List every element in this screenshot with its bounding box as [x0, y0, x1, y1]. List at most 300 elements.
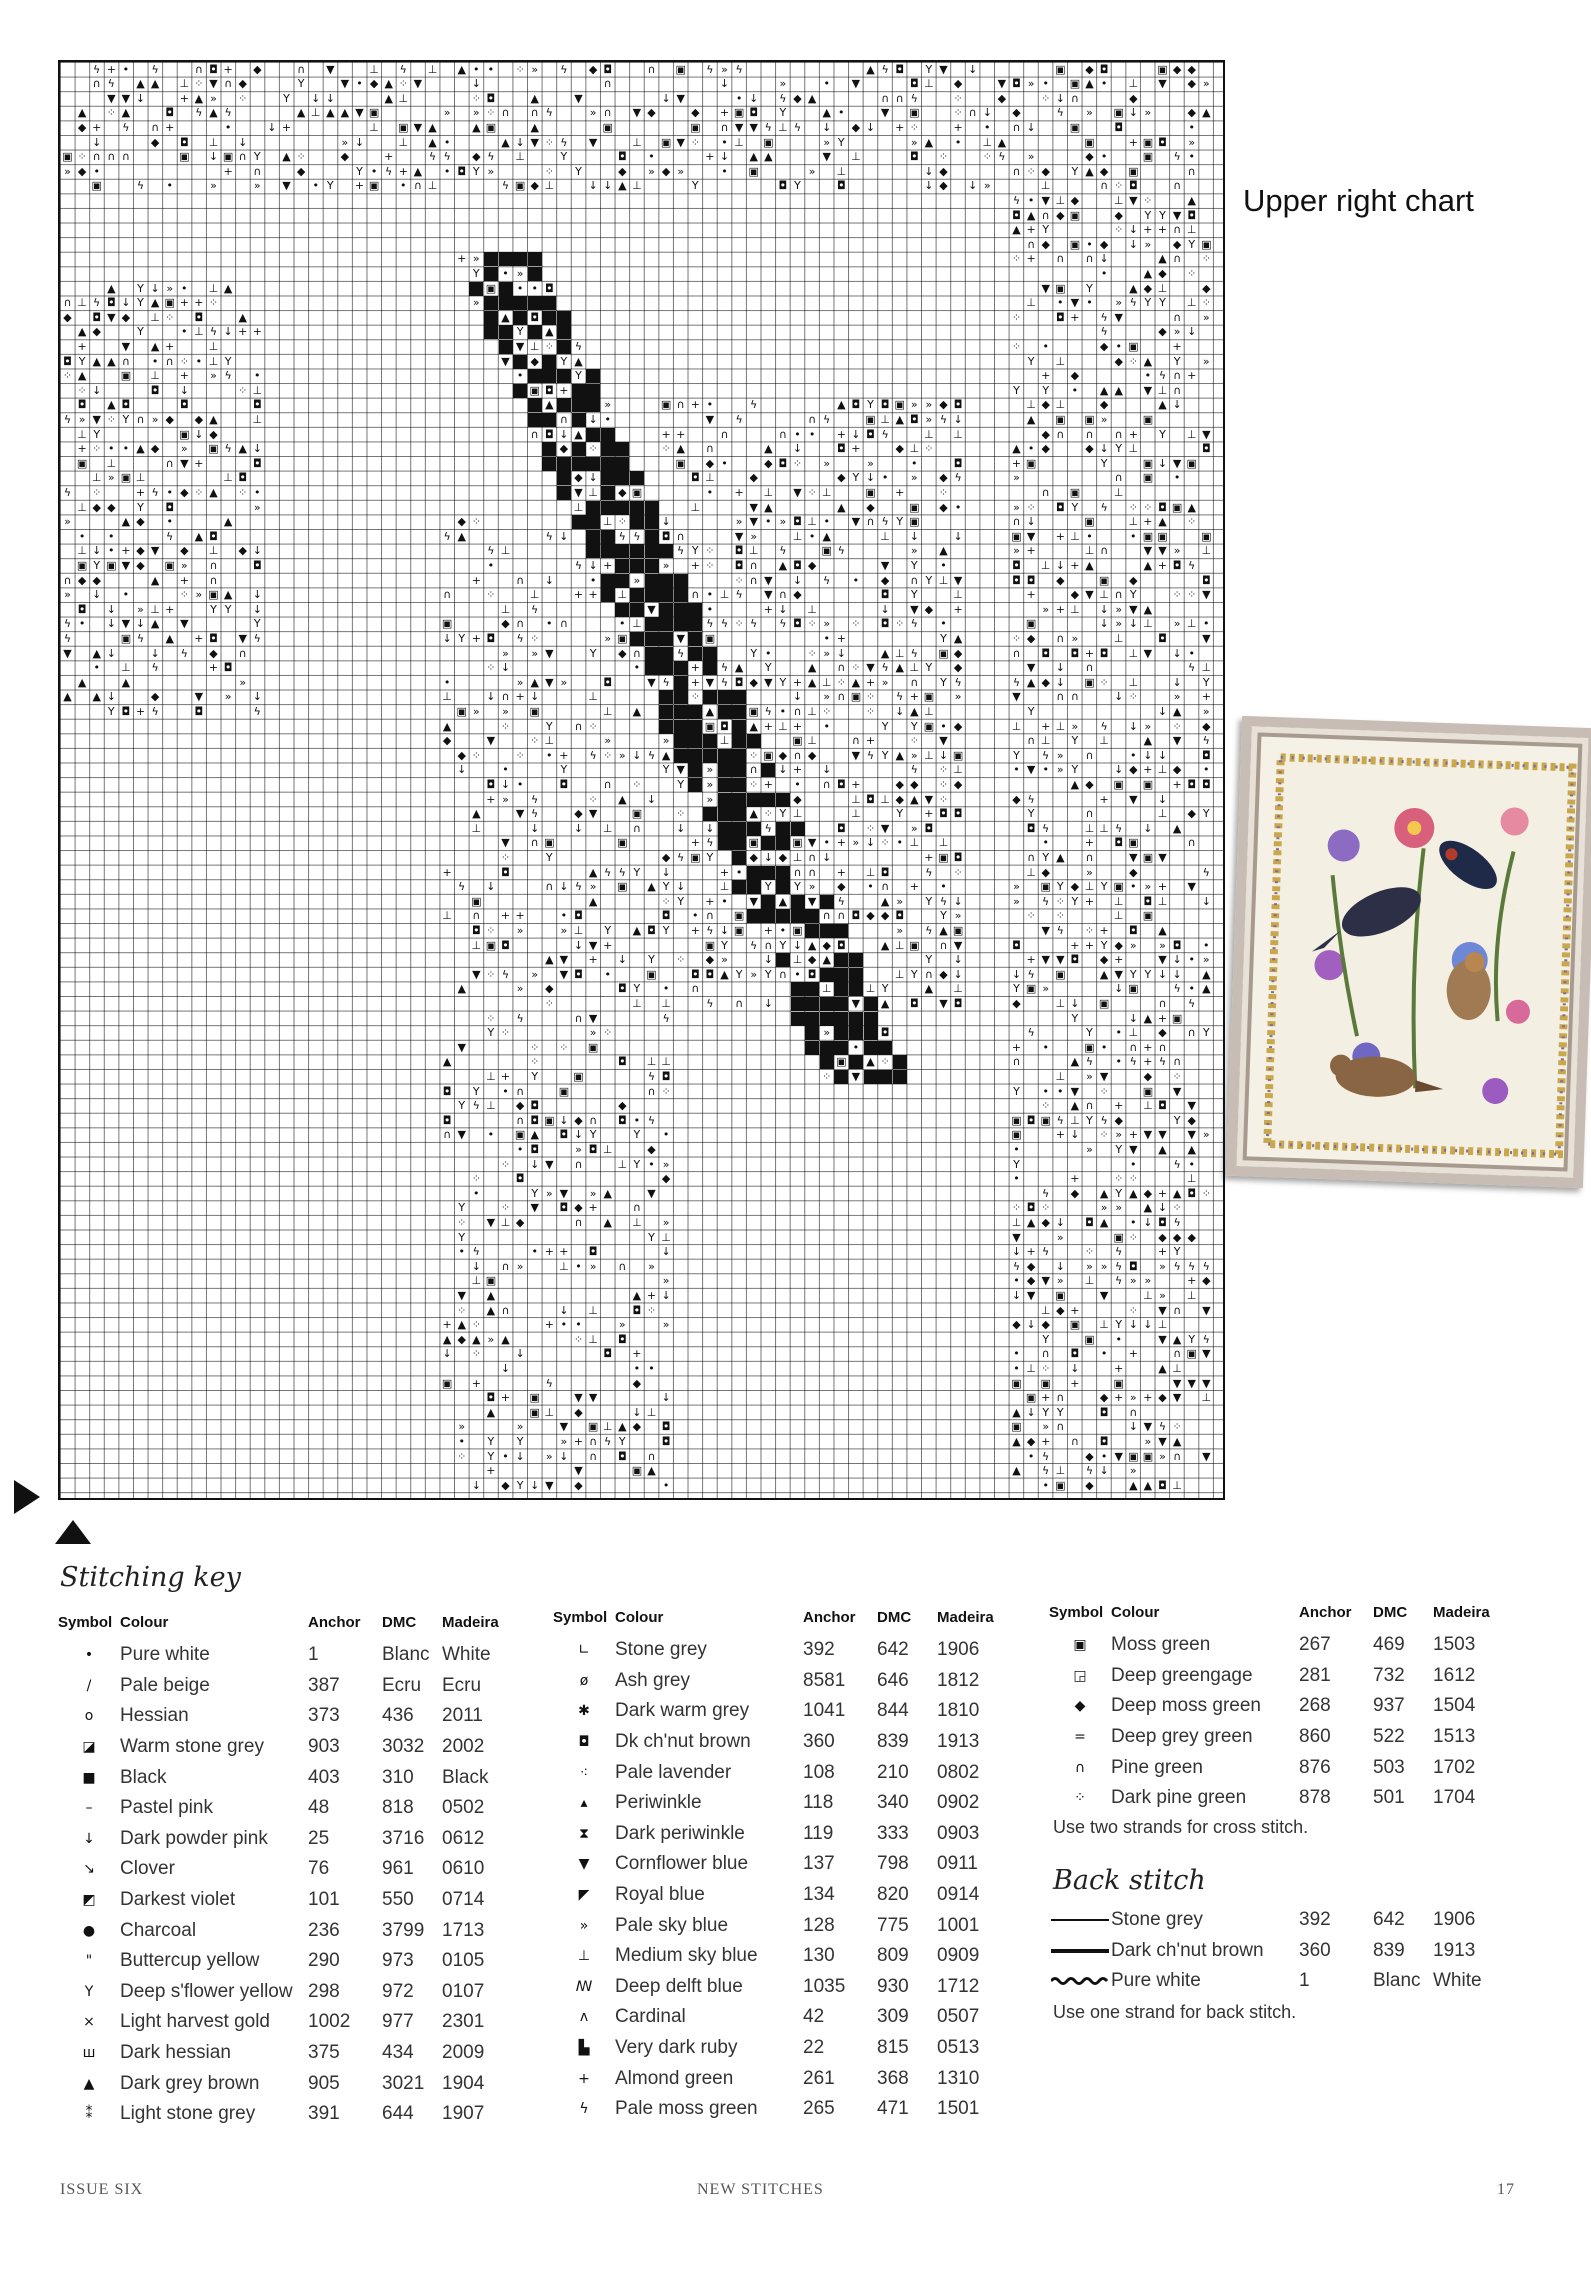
stitch-symbol-cell: ◘ — [909, 77, 919, 91]
stitch-symbol-cell: ▲ — [822, 529, 831, 543]
madeira-number: 1913 — [937, 1731, 980, 1753]
stitch-symbol-cell: ◆ — [209, 427, 218, 441]
stitch-symbol-cell: ◆ — [1187, 1113, 1196, 1127]
stitch-symbol-cell: ↓ — [486, 690, 496, 704]
stitch-symbol-cell: ◆ — [1041, 398, 1050, 412]
stitch-symbol-cell: • — [122, 588, 130, 602]
madeira-number: 0502 — [442, 1797, 485, 1819]
stitch-symbol-cell: Y — [852, 471, 860, 485]
stitch-symbol-cell: + — [588, 588, 598, 602]
stitch-symbol-cell: ◘ — [1026, 821, 1036, 835]
centre-row-arrow-icon — [14, 1480, 40, 1514]
stitch-symbol-cell: ▣ — [1011, 1420, 1022, 1434]
stitch-symbol-cell: » — [502, 704, 509, 718]
stitch-symbol-cell: ϟ — [735, 588, 743, 602]
stitch-symbol-cell: ▣ — [1157, 62, 1168, 76]
stitch-symbol-cell: » — [443, 106, 451, 120]
stitch-symbol-cell: » — [166, 281, 174, 295]
stitch-symbol-cell: • — [400, 179, 407, 193]
colour-name: Deep grey green — [1111, 1726, 1253, 1748]
stitch-symbol-cell: ◘ — [1158, 500, 1167, 514]
stitch-symbol-cell: ▲ — [1070, 777, 1080, 791]
stitch-symbol-cell: ↓ — [1128, 719, 1138, 733]
stitch-symbol-cell: + — [661, 427, 671, 441]
stitch-symbol-cell: ◆ — [837, 880, 846, 894]
stitch-symbol-cell: ↓ — [267, 120, 277, 134]
dmc-number: 973 — [382, 1950, 414, 1972]
stitch-symbol-cell: ↓ — [1128, 1318, 1138, 1332]
stitch-symbol-cell: ⊥ — [208, 544, 219, 558]
stitch-symbol-cell: ◘ — [953, 996, 963, 1010]
stitch-symbol-cell: » — [560, 675, 568, 689]
stitch-symbol-cell: ◘ — [209, 631, 218, 645]
stitch-symbol-cell: ∩ — [1100, 544, 1109, 558]
stitch-symbol-cell: ϟ — [764, 704, 772, 718]
stitch-symbol-cell: ∩ — [1173, 1347, 1182, 1361]
stitch-symbol-cell: ▣ — [1157, 529, 1168, 543]
black-stitch-cell — [732, 705, 746, 719]
stitch-symbol-cell: ⊥ — [924, 748, 934, 762]
stitch-symbol-cell: » — [867, 456, 874, 470]
stitch-symbol-cell: ▼ — [1187, 1128, 1196, 1142]
black-stitch-cell — [528, 296, 542, 310]
anchor-number: 1041 — [803, 1700, 846, 1722]
anchor-number: 403 — [308, 1766, 340, 1788]
stitch-symbol-cell: ◘ — [617, 1113, 627, 1127]
stitch-symbol-cell: ↓ — [1172, 675, 1182, 689]
stitch-symbol-cell: ◆ — [1041, 865, 1050, 879]
stitch-symbol-cell: ▲ — [1172, 1434, 1182, 1448]
stitch-symbol-cell: ▣ — [894, 398, 905, 412]
stitch-symbol-cell: • — [604, 412, 611, 426]
stitch-symbol-cell: » — [662, 734, 670, 748]
stitch-symbol-cell: ⊥ — [1084, 544, 1095, 558]
down-arrow-icon: ↓ — [83, 1830, 95, 1847]
stitch-symbol-cell: • — [78, 529, 86, 543]
stitch-symbol-cell: ↓ — [559, 1303, 569, 1317]
dmc-number: 839 — [1373, 1939, 1405, 1961]
stitch-symbol-cell: ⊥ — [617, 588, 628, 602]
stitch-symbol-cell: ⁘ — [1114, 223, 1124, 237]
stitch-symbol-cell: ↓ — [515, 135, 525, 149]
black-stitch-cell — [834, 997, 848, 1011]
stitch-symbol-cell: ⊥ — [792, 529, 803, 543]
stitch-symbol-cell: + — [734, 485, 744, 499]
stitch-symbol-cell: • — [516, 1142, 524, 1156]
stitch-symbol-cell: + — [544, 1318, 554, 1332]
stitch-symbol-cell: ◆ — [515, 1099, 525, 1113]
stitch-symbol-cell: Y — [910, 719, 918, 733]
stitch-symbol-cell: ◆ — [1099, 398, 1109, 412]
stitch-symbol-cell: » — [1129, 938, 1137, 952]
stitch-symbol-cell: ⊥ — [1186, 1288, 1197, 1302]
black-stitch-cell — [718, 793, 732, 807]
stitch-symbol-cell: ↓ — [792, 938, 803, 952]
stitch-symbol-cell: ◘ — [793, 515, 802, 529]
dotted-square-icon: ▣ — [1073, 1637, 1087, 1654]
black-stitch-cell — [688, 617, 702, 631]
black-stitch-cell — [572, 457, 586, 471]
stitch-symbol-cell: ◆ — [77, 164, 87, 178]
stitch-symbol-cell: » — [808, 164, 816, 178]
stitch-symbol-cell: ▲ — [442, 1055, 452, 1069]
stitch-symbol-cell: ▣ — [1084, 1332, 1095, 1346]
stitch-symbol-cell: ⁘ — [486, 661, 496, 675]
stitch-symbol-cell: ⊥ — [529, 339, 540, 353]
stitch-symbol-cell: ◘ — [953, 398, 963, 412]
stitch-symbol-cell: ▲ — [384, 77, 393, 91]
stitch-symbol-cell: ϟ — [881, 661, 889, 675]
stitch-symbol-cell: ▼ — [559, 1186, 569, 1200]
dmc-number: 809 — [877, 1945, 909, 1967]
stitch-symbol-cell: ↓ — [588, 471, 598, 485]
stitch-symbol-cell: » — [137, 602, 144, 616]
stitch-symbol-cell: ↓ — [325, 91, 335, 105]
stitch-symbol-cell: » — [1159, 1288, 1166, 1302]
black-stitch-cell — [601, 428, 615, 442]
stitch-symbol-cell: ϟ — [560, 62, 568, 76]
black-stitch-cell — [747, 734, 761, 748]
stitch-symbol-cell: + — [763, 719, 773, 733]
line-icon — [1049, 1905, 1111, 1936]
stitch-symbol-cell: ▲ — [939, 544, 948, 558]
stitch-symbol-cell: ⊥ — [1055, 1464, 1066, 1478]
stitch-symbol-cell: ▲ — [501, 310, 510, 324]
stitch-symbol-cell: ϟ — [1173, 1259, 1181, 1273]
stitch-symbol-cell: ⊥ — [1040, 179, 1051, 193]
stitch-symbol-cell: Y — [487, 1026, 495, 1040]
stitch-symbol-cell: ▼ — [1158, 1332, 1167, 1346]
black-stitch-cell — [601, 530, 615, 544]
stitch-symbol-cell: ↓ — [1011, 1288, 1022, 1302]
stitch-symbol-cell: ▲ — [457, 62, 466, 76]
stitch-symbol-cell: + — [1157, 1245, 1168, 1259]
stitch-symbol-cell: ◘ — [209, 62, 218, 76]
stitch-symbol-cell: Y — [137, 281, 144, 295]
stitch-symbol-cell: ↓ — [1099, 602, 1109, 616]
stitch-symbol-cell: ▲ — [92, 690, 101, 704]
stitch-symbol-cell: ▣ — [1142, 1449, 1154, 1463]
stitch-symbol-cell: ◆ — [340, 150, 350, 164]
stitch-symbol-cell: Y — [531, 1186, 539, 1200]
stitch-symbol-cell: ϟ — [1115, 1274, 1123, 1288]
stitch-symbol-cell: ∩ — [676, 529, 685, 543]
stitch-symbol-cell: » — [180, 558, 188, 572]
stitch-symbol-cell: ◘ — [501, 865, 510, 879]
madeira-number: 0911 — [937, 1853, 978, 1875]
anchor-number: 860 — [1299, 1726, 1331, 1748]
dmc-number: 844 — [877, 1700, 909, 1722]
stitch-symbol-cell: ϟ — [1100, 1113, 1108, 1127]
stitch-symbol-cell: • — [735, 865, 743, 879]
stitch-symbol-cell: ↓ — [1157, 1201, 1168, 1215]
stitch-symbol-cell: ϟ — [1173, 1157, 1181, 1171]
stitch-symbol-cell: ◆ — [661, 850, 671, 864]
stitch-symbol-cell: ∩ — [603, 77, 612, 91]
stitch-symbol-cell: ⊥ — [544, 734, 555, 748]
stitch-symbol-cell: ◘ — [1201, 748, 1211, 762]
stitch-symbol-cell: ◘ — [924, 821, 934, 835]
stitch-symbol-cell: » — [1013, 500, 1020, 514]
stitch-symbol-cell: ▲ — [822, 106, 831, 120]
stitch-symbol-cell: » — [341, 135, 349, 149]
stitch-symbol-cell: ↓ — [1114, 690, 1124, 704]
stitch-symbol-cell: ▲ — [1026, 208, 1036, 222]
stitch-symbol-cell: ⊥ — [1157, 1318, 1168, 1332]
stitch-symbol-cell: » — [983, 179, 991, 193]
stitch-symbol-cell: ↓ — [530, 1157, 540, 1171]
stitch-symbol-cell: ↓ — [92, 383, 102, 397]
anchor-number: 281 — [1299, 1664, 1331, 1686]
stitch-symbol-cell: ◆ — [939, 398, 948, 412]
stitch-symbol-cell: ◘ — [486, 777, 496, 791]
black-stitch-cell — [732, 763, 746, 777]
stitch-symbol-cell: » — [472, 106, 480, 120]
madeira-number: 1713 — [442, 1919, 485, 1941]
stitch-symbol-cell: ↓ — [92, 588, 102, 602]
stitch-symbol-cell: ⊥ — [471, 1274, 482, 1288]
stitch-symbol-cell: ▼ — [530, 135, 539, 149]
stitch-symbol-cell: ▲ — [1143, 1201, 1153, 1215]
stitch-symbol-cell: ◆ — [457, 748, 466, 762]
anchor-number: 236 — [308, 1919, 340, 1941]
stitch-symbol-cell: » — [1086, 1259, 1093, 1273]
stitch-symbol-cell: ∩ — [822, 777, 831, 791]
zigzag-icon: ϟ — [579, 2101, 589, 2118]
stitch-symbol-cell: ◆ — [632, 1420, 642, 1434]
stitch-symbol-cell: ▲ — [413, 164, 423, 178]
stitch-symbol-cell: ▼ — [647, 602, 656, 616]
stitch-symbol-cell: ▲ — [92, 354, 101, 368]
stitch-symbol-cell: ◘ — [165, 500, 175, 514]
stitch-symbol-cell: ϟ — [224, 369, 232, 383]
stitch-symbol-cell: ▼ — [121, 91, 131, 105]
stitch-symbol-cell: ◘ — [1012, 558, 1021, 572]
stitch-symbol-cell: ◘ — [749, 106, 759, 120]
stitch-symbol-cell: ◘ — [909, 150, 919, 164]
stitch-symbol-cell: ▼ — [1129, 602, 1138, 616]
stitch-symbol-cell: ▣ — [1011, 1376, 1022, 1390]
stitch-symbol-cell: Y — [1042, 1405, 1050, 1419]
stitch-symbol-cell: ⁘ — [807, 485, 817, 499]
stitch-symbol-cell: ⊥ — [1143, 1099, 1153, 1113]
stitch-symbol-cell: + — [1157, 558, 1168, 572]
black-stitch-cell — [586, 501, 600, 515]
stitch-symbol-cell: ▲ — [530, 120, 539, 134]
stitch-symbol-cell: ◘ — [661, 1420, 671, 1434]
stitch-symbol-cell: ↓ — [1143, 821, 1153, 835]
stitch-symbol-cell: ⊥ — [1201, 661, 1212, 675]
stitch-symbol-cell: Y — [1086, 1026, 1093, 1040]
stitch-symbol-cell: ◘ — [544, 427, 554, 441]
stitch-symbol-cell: ◘ — [734, 558, 744, 572]
stitch-symbol-cell: ↓ — [559, 529, 569, 543]
black-stitch-cell — [718, 749, 732, 763]
anchor-number: 22 — [803, 2037, 825, 2059]
stitch-symbol-cell: ϟ — [1158, 1055, 1167, 1069]
black-stitch-cell — [878, 1070, 892, 1084]
stitch-symbol-cell: » — [1100, 412, 1108, 426]
stitch-symbol-cell: ∩ — [808, 850, 817, 864]
stitch-symbol-cell: ⁘ — [1128, 500, 1138, 514]
stitch-symbol-cell: ↓ — [1026, 1405, 1036, 1419]
stitch-symbol-cell: ↓ — [500, 661, 511, 675]
key-row — [58, 2038, 499, 2069]
stitch-symbol-cell: ▲ — [457, 982, 466, 996]
stitch-symbol-cell: ↓ — [573, 1128, 584, 1142]
stitch-symbol-cell: ◆ — [1056, 208, 1065, 222]
stitch-symbol-cell: ϟ — [1115, 821, 1123, 835]
stitch-symbol-cell: ▼ — [676, 135, 685, 149]
stitch-symbol-cell: • — [1042, 1084, 1049, 1098]
black-stitch-cell — [747, 866, 761, 880]
stitch-symbol-cell: + — [179, 296, 189, 310]
stitch-symbol-cell: ↓ — [778, 763, 788, 777]
stitch-symbol-cell: ∩ — [822, 909, 831, 923]
stitch-symbol-cell: + — [865, 734, 876, 748]
stitch-symbol-cell: ϟ — [531, 792, 539, 806]
stitch-symbol-cell: ⊥ — [1157, 807, 1168, 821]
stitch-symbol-cell: ↓ — [661, 1288, 671, 1302]
stitch-symbol-cell: ∩ — [881, 880, 890, 894]
stitch-symbol-cell: Y — [1173, 1245, 1181, 1259]
stitch-symbol-cell: ↓ — [1128, 223, 1138, 237]
s-mark-icon: ꟿ — [575, 1978, 593, 1995]
stitch-symbol-cell: ▣ — [646, 967, 657, 981]
stitch-symbol-cell: ↓ — [822, 850, 832, 864]
stitch-symbol-cell: ▣ — [1084, 515, 1095, 529]
stitch-symbol-cell: ⁘ — [632, 777, 642, 791]
colour-name: Pale sky blue — [615, 1914, 729, 1936]
stitch-symbol-cell: ▣ — [62, 150, 73, 164]
stitch-symbol-cell: ◘ — [939, 807, 948, 821]
stitch-symbol-cell: Y — [1071, 734, 1079, 748]
stitch-symbol-cell: + — [573, 588, 584, 602]
stitch-symbol-cell: ϟ — [1042, 894, 1050, 908]
stitch-symbol-cell: » — [1042, 982, 1050, 996]
stitch-symbol-cell: ◘ — [895, 62, 905, 76]
stitch-symbol-cell: ▲ — [1099, 383, 1109, 397]
stitch-symbol-cell: ϟ — [910, 763, 918, 777]
stitch-symbol-cell: » — [1086, 106, 1093, 120]
stitch-symbol-cell: ◘ — [705, 967, 715, 981]
stitch-symbol-cell: ▲ — [647, 880, 656, 894]
stitch-symbol-cell: ↓ — [632, 1405, 642, 1419]
stitch-symbol-cell: ▼ — [793, 485, 802, 499]
stitch-symbol-cell: ↓ — [1099, 252, 1109, 266]
stitch-symbol-cell: • — [458, 1245, 465, 1259]
stitch-symbol-cell: ∩ — [705, 442, 714, 456]
stitch-symbol-cell: ↓ — [719, 77, 730, 91]
stitch-symbol-cell: ◘ — [1201, 777, 1211, 791]
stitch-symbol-cell: Y — [662, 763, 670, 777]
stitch-symbol-cell: ◘ — [778, 179, 788, 193]
stitch-symbol-cell: ▣ — [208, 588, 219, 602]
stitch-symbol-cell: ▣ — [1084, 412, 1095, 426]
colour-name: Dark ch'nut brown — [1111, 1939, 1264, 1961]
dmc-number: 815 — [877, 2037, 909, 2059]
stitch-symbol-cell: ↓ — [719, 150, 730, 164]
stitch-symbol-cell: ◘ — [1070, 646, 1080, 660]
stitch-symbol-cell: ⁘ — [1084, 1245, 1095, 1259]
stitch-symbol-cell: ◘ — [720, 719, 729, 733]
stitch-symbol-cell: ▣ — [514, 1128, 526, 1142]
stitch-symbol-cell: ▣ — [1201, 237, 1212, 251]
stitch-symbol-cell: ↓ — [1128, 237, 1138, 251]
stitch-symbol-cell: ▲ — [588, 865, 598, 879]
stitch-symbol-cell: ▼ — [676, 763, 685, 777]
stitch-symbol-cell: ↓ — [252, 544, 262, 558]
stitch-symbol-cell: ▼ — [1187, 1376, 1196, 1390]
stitch-symbol-cell: ▼ — [1158, 544, 1167, 558]
stitch-symbol-cell: » — [545, 1449, 553, 1463]
stitch-symbol-cell: • — [633, 1113, 641, 1127]
stitch-symbol-cell: + — [1084, 646, 1095, 660]
stitch-symbol-cell: ▣ — [1201, 529, 1212, 543]
black-stitch-cell — [630, 471, 644, 485]
black-stitch-cell — [586, 530, 600, 544]
stitch-symbol-cell: + — [442, 865, 452, 879]
stitch-symbol-cell: ↓ — [865, 471, 876, 485]
stitch-symbol-cell: + — [384, 150, 394, 164]
stitch-symbol-cell: ⁘ — [486, 967, 496, 981]
y-shape-icon: Y — [84, 1983, 94, 2000]
stitch-symbol-cell: Y — [1115, 1142, 1123, 1156]
stitch-symbol-cell: ▣ — [514, 179, 526, 193]
stitch-symbol-cell: ▼ — [1143, 544, 1153, 558]
stitch-symbol-cell: » — [1144, 237, 1152, 251]
stitch-symbol-cell: ∩ — [705, 909, 714, 923]
stitch-symbol-cell: ∩ — [516, 573, 525, 587]
stitch-symbol-cell: ◘ — [1026, 1113, 1036, 1127]
stitch-symbol-cell: ϟ — [63, 631, 72, 645]
stitch-symbol-cell: ⁘ — [62, 369, 73, 383]
stitch-symbol-cell: • — [1100, 150, 1108, 164]
stitch-symbol-cell: ▲ — [1026, 675, 1036, 689]
stitch-symbol-cell: Y — [925, 573, 933, 587]
stitch-symbol-cell: ▣ — [733, 909, 745, 923]
black-stitch-cell — [645, 588, 659, 602]
stitch-symbol-cell: ⁘ — [1128, 1303, 1138, 1317]
stitch-symbol-cell: ◆ — [691, 106, 700, 120]
stitch-symbol-cell: ∩ — [1129, 1040, 1138, 1054]
stitch-symbol-cell: ▼ — [340, 77, 350, 91]
stitch-symbol-cell: » — [1115, 617, 1123, 631]
stitch-symbol-cell: ▼ — [530, 1201, 539, 1215]
stitch-symbol-cell: + — [924, 850, 934, 864]
stitch-symbol-cell: » — [502, 792, 509, 806]
stitch-symbol-cell: ◆ — [1202, 719, 1211, 733]
stitch-symbol-cell: ▼ — [180, 456, 189, 470]
stitch-symbol-cell: ◆ — [632, 1376, 642, 1390]
stitch-symbol-cell: ▲ — [150, 77, 160, 91]
stitch-symbol-cell: ∩ — [165, 354, 174, 368]
stitch-symbol-cell: ◆ — [1085, 1478, 1094, 1492]
stitch-symbol-cell: ▣ — [587, 1420, 599, 1434]
stitch-symbol-cell: ∩ — [1173, 1303, 1182, 1317]
stitch-symbol-cell: Y — [794, 880, 801, 894]
black-stitch-cell — [688, 647, 702, 661]
stitch-symbol-cell: ⁘ — [865, 690, 876, 704]
stitch-symbol-cell: ↓ — [442, 631, 452, 645]
stitch-symbol-cell: ϟ — [1042, 821, 1050, 835]
stitch-symbol-cell: ⁘ — [865, 704, 876, 718]
stitch-symbol-cell: ⊥ — [1186, 617, 1197, 631]
stitch-symbol-cell: • — [502, 1449, 509, 1463]
stitch-symbol-cell: ϟ — [209, 325, 218, 339]
stitch-symbol-cell: Y — [779, 807, 787, 821]
stitch-symbol-cell: ϟ — [823, 573, 831, 587]
